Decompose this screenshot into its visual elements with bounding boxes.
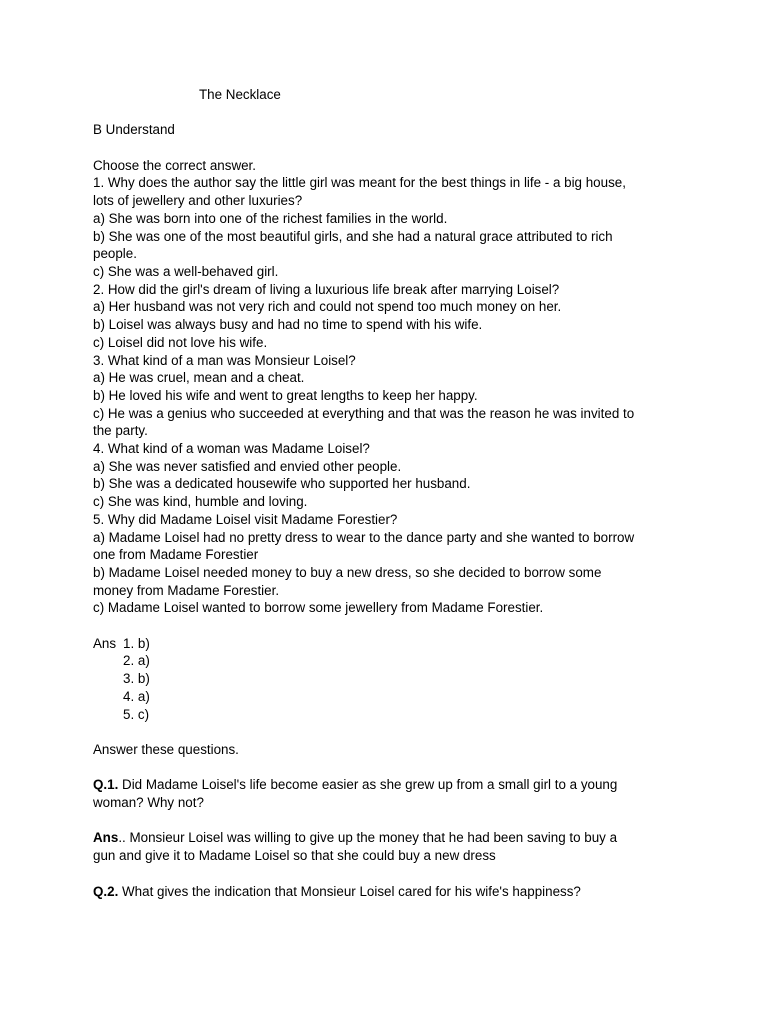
section-heading: B Understand	[93, 122, 175, 138]
mcq-line: 2. How did the girl's dream of living a luxurious life break after marrying Loisel?	[93, 281, 560, 297]
answer-key-item: 4. a)	[123, 688, 150, 704]
spacer	[93, 759, 683, 777]
mcq-line: one from Madame Forestier	[93, 547, 259, 563]
mcq-line: a) Madame Loisel had no pretty dress to wear to the dance party and she wanted to borrow	[93, 529, 635, 545]
spacer	[93, 723, 683, 741]
answer-key-item: 5. c)	[123, 706, 150, 722]
answer-key-first-row	[93, 635, 683, 653]
answer-1-label: Ans	[93, 830, 119, 846]
answer-questions-heading: Answer these questions.	[93, 741, 239, 757]
answer-1	[93, 829, 683, 864]
mcq-line: c) Loisel did not love his wife.	[93, 334, 268, 350]
mcq-line: a) Her husband was not very rich and could not spend too much money on her.	[93, 299, 562, 315]
question-1	[93, 776, 683, 811]
spacer	[93, 865, 683, 883]
mcq-line: b) Madame Loisel needed money to buy a new dress, so she decided to borrow some	[93, 564, 602, 580]
mcq-line: b) She was a dedicated housewife who supported her husband.	[93, 476, 471, 492]
mcq-line: c) She was kind, humble and loving.	[93, 494, 308, 510]
mcq-line: c) Madame Loisel wanted to borrow some jewellery from Madame Forestier.	[93, 600, 544, 616]
answer-key-item: 1. b)	[123, 635, 150, 651]
mcq-line: a) He was cruel, mean and a cheat.	[93, 370, 305, 386]
mcq-line: lots of jewellery and other luxuries?	[93, 193, 303, 209]
spacer	[93, 139, 683, 157]
answer-key-item: 2. a)	[123, 653, 150, 669]
mcq-line: people.	[93, 246, 137, 262]
spacer	[93, 812, 683, 830]
mcq-line: a) She was never satisfied and envied other people.	[93, 458, 402, 474]
mcq-line: b) He loved his wife and went to great lengths to keep her happy.	[93, 387, 478, 403]
mcq-line: b) She was one of the most beautiful girls, and she had a natural grace attributed to rich	[93, 228, 613, 244]
instruction-text: Choose the correct answer.	[93, 157, 257, 173]
answer-1-text: gun and give it to Madame Loisel so that she could buy a new dress	[93, 848, 496, 864]
spacer	[93, 104, 683, 122]
answer-key-item: 3. b)	[123, 671, 150, 687]
mcq-line: c) He was a genius who succeeded at everything and that was the reason he was invited to	[93, 405, 635, 421]
question-1-label: Q.1.	[93, 777, 119, 793]
mcq-line: c) She was a well-behaved girl.	[93, 264, 279, 279]
mcq-line: 3. What kind of a man was Monsieur Loisel?	[93, 352, 356, 368]
answer-1-text: .. Monsieur Loisel was willing to give up the money that he had been saving to buy a	[118, 830, 618, 846]
document-title: The Necklace	[199, 87, 281, 102]
answer-key-label: Ans	[93, 635, 117, 651]
mcq-list	[93, 174, 683, 617]
mcq-line: 5. Why did Madame Loisel visit Madame Forestier?	[93, 511, 398, 527]
question-2-text: What gives the indication that Monsieur Loisel cared for his wife's happiness?	[118, 883, 581, 899]
mcq-line: the party.	[93, 423, 148, 439]
mcq-line: money from Madame Forestier.	[93, 582, 280, 598]
mcq-line: a) She was born into one of the richest families in the world.	[93, 210, 448, 226]
spacer	[93, 617, 683, 635]
answer-key	[93, 635, 683, 724]
document-page	[93, 86, 683, 900]
mcq-line: 4. What kind of a woman was Madame Loisel?	[93, 441, 370, 457]
question-1-text: woman? Why not?	[93, 795, 204, 811]
mcq-line: 1. Why does the author say the little girl was meant for the best things in life - a big house,	[93, 175, 626, 191]
mcq-line: b) Loisel was always busy and had no time to spend with his wife.	[93, 317, 483, 333]
question-2	[93, 883, 683, 901]
question-2-label: Q.2.	[93, 883, 119, 899]
question-1-text: Did Madame Loisel's life become easier as she grew up from a small girl to a young	[118, 777, 618, 793]
